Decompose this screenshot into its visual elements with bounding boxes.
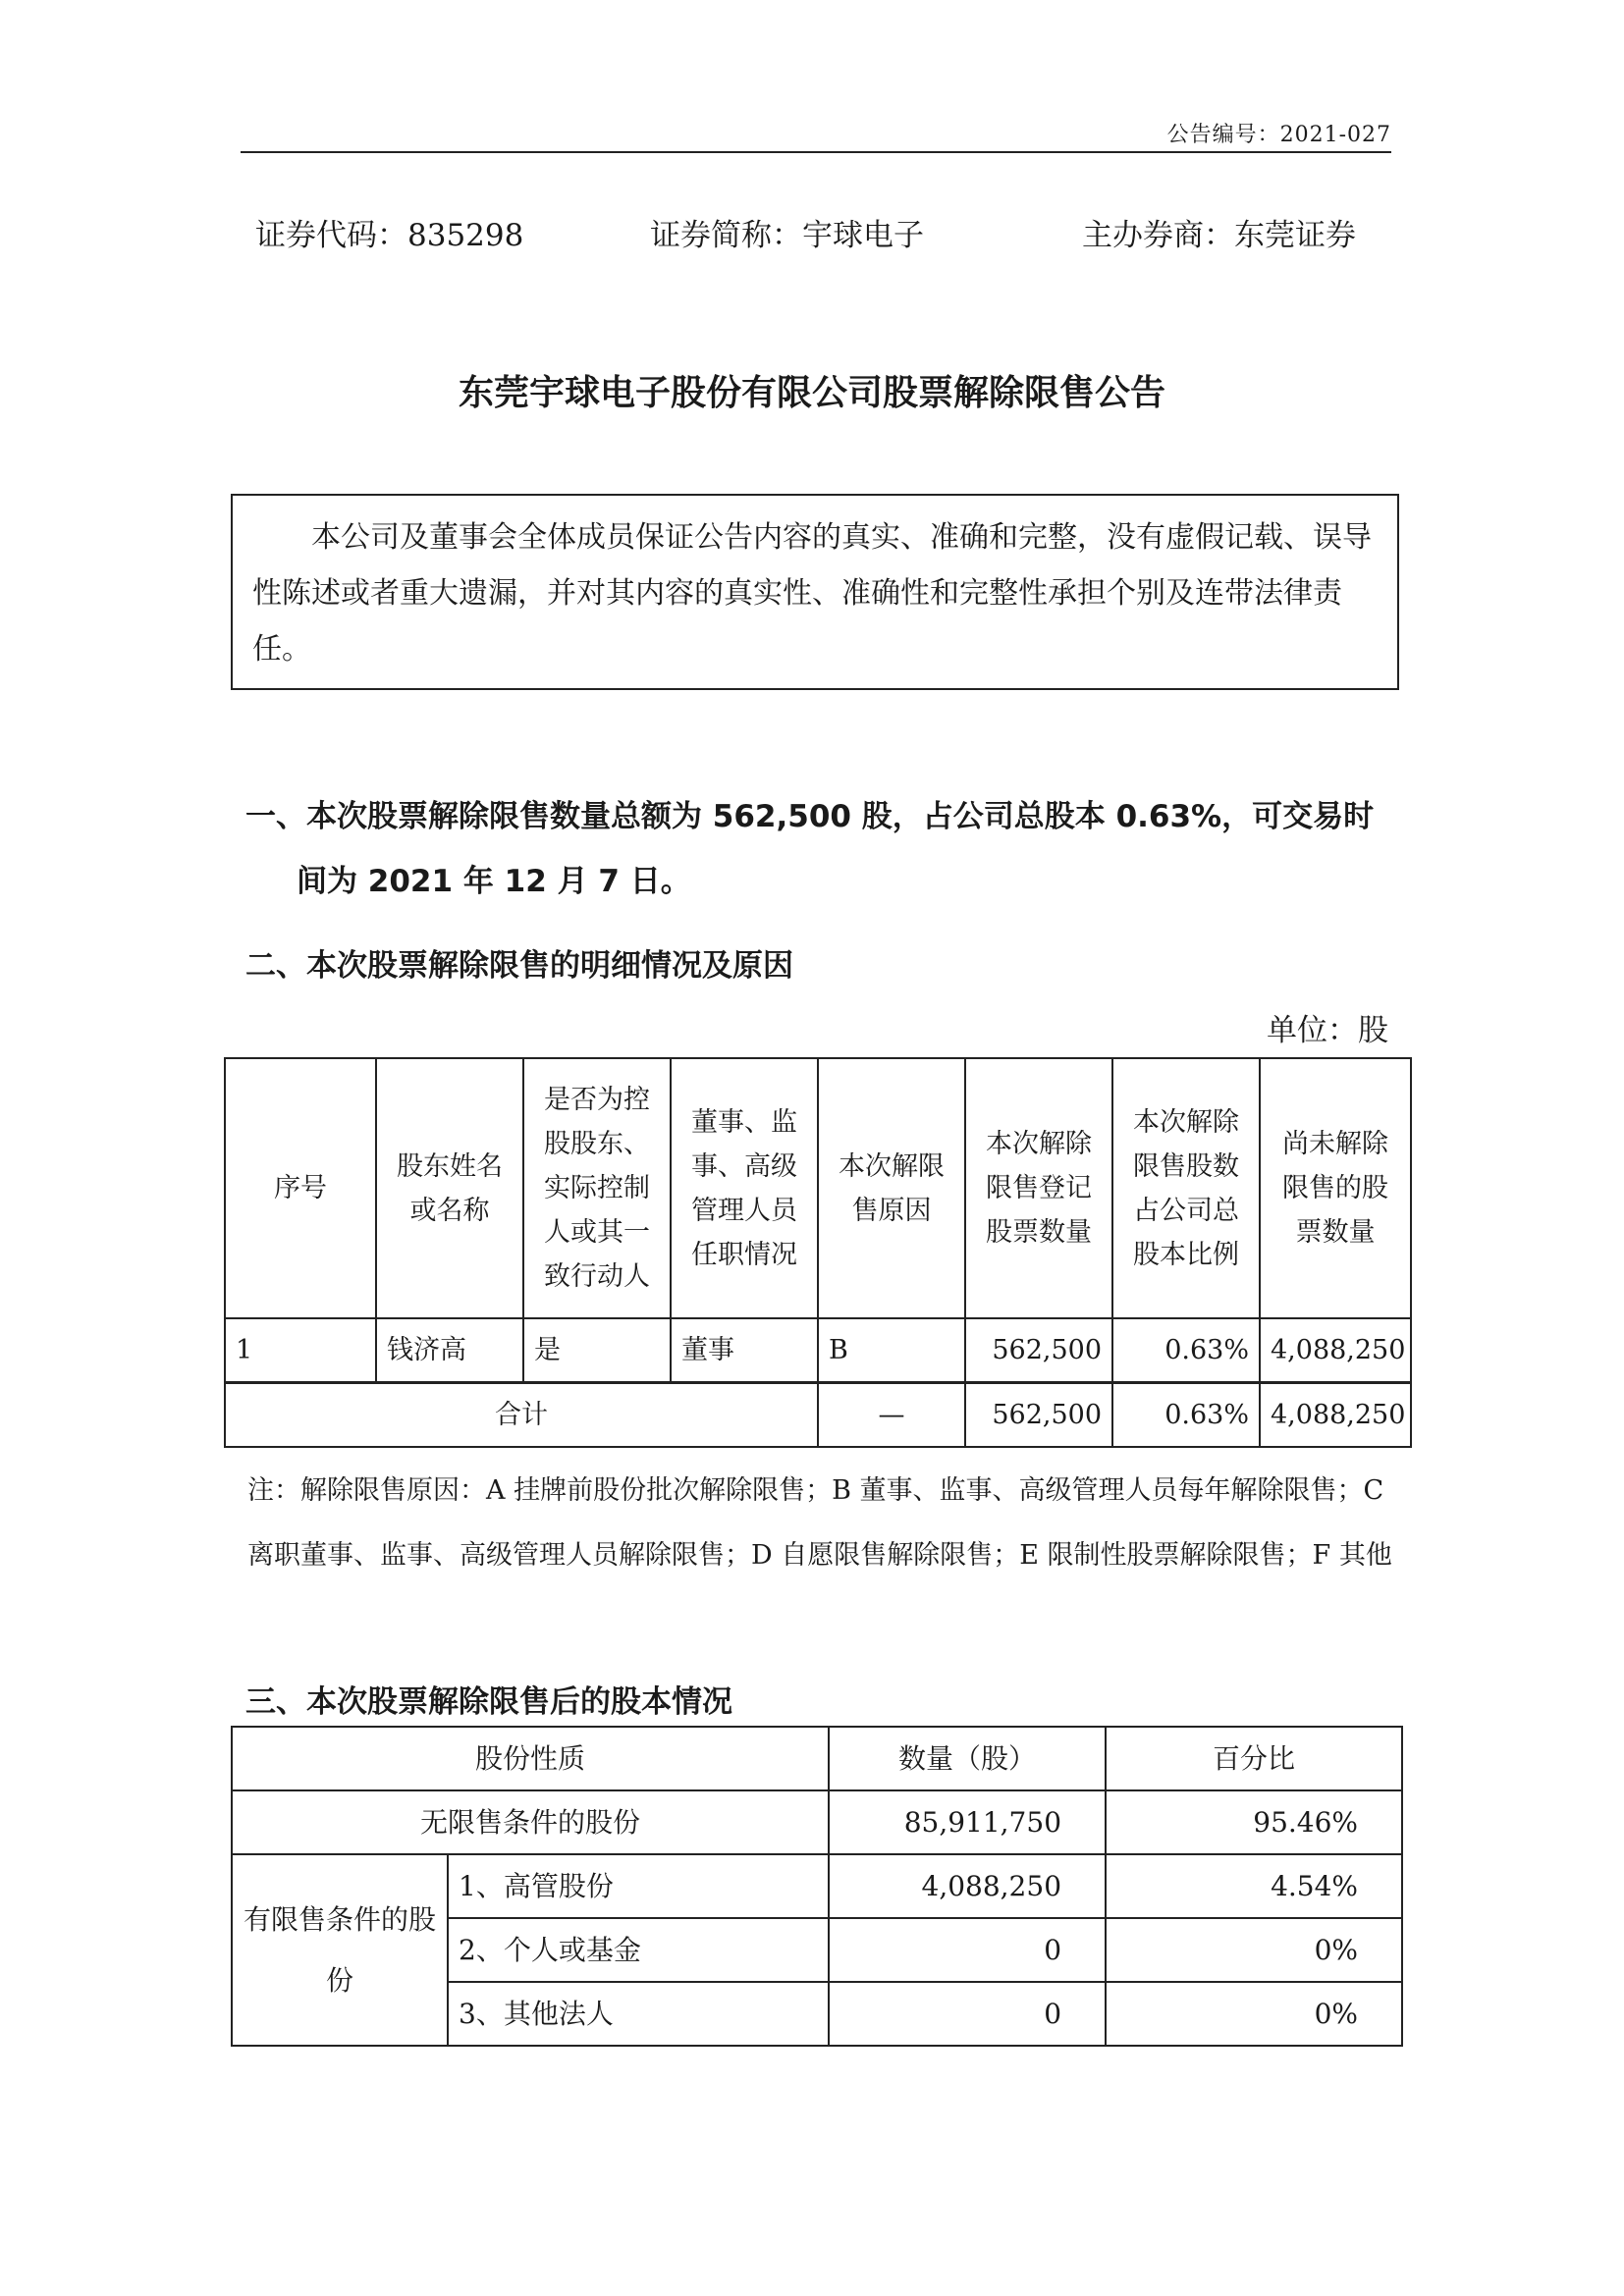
header-cell: 百分比 bbox=[1106, 1727, 1402, 1790]
cell-holder-name: 钱济高 bbox=[376, 1318, 523, 1383]
table-header-row bbox=[225, 1058, 1411, 1318]
unit-label: 单位：股 bbox=[1267, 1013, 1388, 1048]
cell-percent: 0% bbox=[1106, 1918, 1402, 1982]
total-row bbox=[225, 1383, 1411, 1448]
total-reason: — bbox=[818, 1383, 965, 1448]
total-release-qty: 562,500 bbox=[965, 1383, 1112, 1448]
cell-remaining: 4,088,250 bbox=[1260, 1318, 1411, 1383]
cell-share-type: 3、其他法人 bbox=[448, 1982, 829, 2046]
header-cell: 序号 bbox=[225, 1058, 376, 1318]
cell-percent: 4.54% bbox=[1106, 1854, 1402, 1918]
announcement-number: 公告编号：2021-027 bbox=[1166, 123, 1391, 147]
cell-quantity: 85,911,750 bbox=[829, 1790, 1106, 1854]
cell-quantity: 0 bbox=[829, 1918, 1106, 1982]
cell-share-type: 2、个人或基金 bbox=[448, 1918, 829, 1982]
header-cell: 本次解除限售登记股票数量 bbox=[965, 1058, 1112, 1318]
section3-heading: 三、本次股票解除限售后的股本情况 bbox=[245, 1684, 732, 1720]
cell-restricted-label: 有限售条件的股份 bbox=[232, 1854, 448, 2046]
header-cell: 本次解限售原因 bbox=[818, 1058, 965, 1318]
table-row bbox=[232, 1854, 1402, 1918]
cell-quantity: 4,088,250 bbox=[829, 1854, 1106, 1918]
release-detail-table bbox=[224, 1057, 1412, 1448]
total-remaining: 4,088,250 bbox=[1260, 1383, 1411, 1448]
responsibility-notice: 本公司及董事会全体成员保证公告内容的真实、准确和完整，没有虚假记载、误导性陈述或者重大遗漏，并对其内容的真实性、准确性和完整性承担个别及连带法律责任。 bbox=[231, 494, 1399, 690]
reason-note: 注：解除限售原因：A 挂牌前股份批次解除限售；B 董事、监事、高级管理人员每年解除限售；C 离职董事、监事、高级管理人员解除限售；D 自愿限售解除限售；E 限制性股票解除限售；F 其他 bbox=[247, 1475, 1392, 1571]
cell-reason: B bbox=[818, 1318, 965, 1383]
cell-ratio: 0.63% bbox=[1112, 1318, 1260, 1383]
share-capital-table bbox=[231, 1726, 1403, 2047]
table-row bbox=[232, 1790, 1402, 1854]
cell-percent: 0% bbox=[1106, 1982, 1402, 2046]
header-cell: 数量（股） bbox=[829, 1727, 1106, 1790]
cell-index: 1 bbox=[225, 1318, 376, 1383]
header-cell: 是否为控股股东、实际控制人或其一致行动人 bbox=[523, 1058, 671, 1318]
section1-line1: 一、本次股票解除限售数量总额为 562,500 股，占公司总股本 0.63%，可交易时 bbox=[245, 799, 1375, 834]
cell-share-type: 1、高管股份 bbox=[448, 1854, 829, 1918]
section1-line2: 间为 2021 年 12 月 7 日。 bbox=[297, 864, 691, 899]
cell-percent: 95.46% bbox=[1106, 1790, 1402, 1854]
header-cell: 尚未解除限售的股票数量 bbox=[1260, 1058, 1411, 1318]
header-cell: 董事、监事、高级管理人员任职情况 bbox=[671, 1058, 818, 1318]
total-label: 合计 bbox=[225, 1383, 818, 1448]
cell-position: 董事 bbox=[671, 1318, 818, 1383]
security-code: 证券代码：835298 bbox=[255, 218, 524, 253]
security-abbreviation: 证券简称：宇球电子 bbox=[650, 218, 924, 253]
section2-heading: 二、本次股票解除限售的明细情况及原因 bbox=[245, 948, 793, 984]
lead-broker: 主办券商：东莞证券 bbox=[1082, 218, 1356, 253]
table-header-row bbox=[232, 1727, 1402, 1790]
cell-quantity: 0 bbox=[829, 1982, 1106, 2046]
header-cell: 股东姓名或名称 bbox=[376, 1058, 523, 1318]
header-cell: 股份性质 bbox=[232, 1727, 829, 1790]
total-ratio: 0.63% bbox=[1112, 1383, 1260, 1448]
header-rule bbox=[241, 151, 1391, 153]
header-cell: 本次解除限售股数占公司总股本比例 bbox=[1112, 1058, 1260, 1318]
cell-release-qty: 562,500 bbox=[965, 1318, 1112, 1383]
table-row bbox=[225, 1318, 1411, 1383]
document-title: 东莞宇球电子股份有限公司股票解除限售公告 bbox=[458, 373, 1165, 413]
cell-share-type: 无限售条件的股份 bbox=[232, 1790, 829, 1854]
cell-controlling: 是 bbox=[523, 1318, 671, 1383]
